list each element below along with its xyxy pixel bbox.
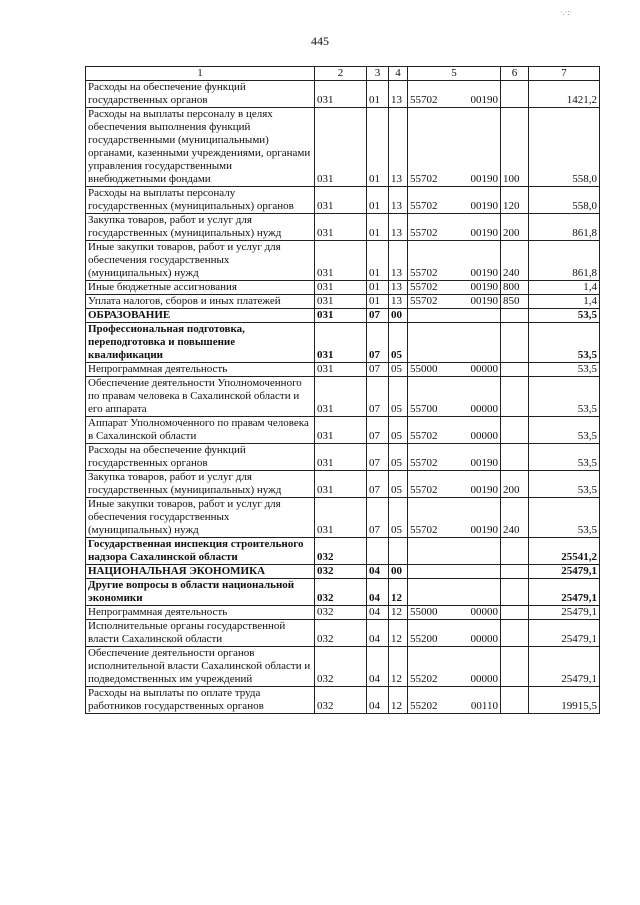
row-vr bbox=[501, 579, 529, 606]
table-row bbox=[86, 363, 600, 377]
table-row bbox=[86, 620, 600, 647]
row-sum: 53,5 bbox=[529, 471, 600, 498]
row-rz: 04 bbox=[367, 620, 389, 647]
row-pr: 13 bbox=[389, 295, 408, 309]
row-csr-code bbox=[410, 700, 498, 713]
row-sum: 25479,1 bbox=[529, 606, 600, 620]
row-sum: 25479,1 bbox=[529, 565, 600, 579]
row-rz: 07 bbox=[367, 363, 389, 377]
row-csr-part1: 55702 bbox=[410, 457, 438, 469]
header-col-3: 3 bbox=[367, 67, 389, 81]
row-ved: 032 bbox=[315, 620, 367, 647]
row-csr-part1: 55702 bbox=[410, 267, 438, 279]
row-csr bbox=[408, 565, 501, 579]
row-pr: 05 bbox=[389, 471, 408, 498]
row-csr bbox=[408, 606, 501, 620]
table-row bbox=[86, 108, 600, 187]
row-csr bbox=[408, 417, 501, 444]
row-name: Иные бюджетные ассигнования bbox=[86, 281, 315, 295]
row-ved: 031 bbox=[315, 81, 367, 108]
row-rz: 01 bbox=[367, 108, 389, 187]
row-name: Расходы на выплаты по оплате труда работников государственных органов bbox=[86, 687, 315, 714]
row-rz: 07 bbox=[367, 498, 389, 538]
row-ved: 031 bbox=[315, 295, 367, 309]
row-sum: 861,8 bbox=[529, 214, 600, 241]
row-csr bbox=[408, 444, 501, 471]
row-vr bbox=[501, 687, 529, 714]
row-sum: 25479,1 bbox=[529, 647, 600, 687]
row-csr-part2: 00190 bbox=[470, 295, 498, 307]
row-sum: 1421,2 bbox=[529, 81, 600, 108]
row-vr: 120 bbox=[501, 187, 529, 214]
table-row bbox=[86, 606, 600, 620]
row-csr bbox=[408, 579, 501, 606]
row-csr-code bbox=[410, 673, 498, 686]
row-name: Аппарат Уполномоченного по правам человека в Сахалинской области bbox=[86, 417, 315, 444]
row-name: Другие вопросы в области национальной экономики bbox=[86, 579, 315, 606]
row-ved: 031 bbox=[315, 309, 367, 323]
row-ved: 031 bbox=[315, 214, 367, 241]
row-csr bbox=[408, 295, 501, 309]
row-csr-part2: 00190 bbox=[470, 267, 498, 279]
row-name: Обеспечение деятельности Уполномоченного по правам человека в Сахалинской области и его аппарата bbox=[86, 377, 315, 417]
row-csr-part2: 00190 bbox=[470, 281, 498, 293]
row-csr bbox=[408, 81, 501, 108]
row-vr bbox=[501, 81, 529, 108]
row-vr bbox=[501, 363, 529, 377]
row-csr bbox=[408, 214, 501, 241]
row-csr bbox=[408, 187, 501, 214]
row-csr-code bbox=[410, 173, 498, 186]
row-rz: 07 bbox=[367, 309, 389, 323]
header-row bbox=[86, 67, 600, 81]
row-name: НАЦИОНАЛЬНАЯ ЭКОНОМИКА bbox=[86, 565, 315, 579]
row-name: Непрограммная деятельность bbox=[86, 606, 315, 620]
row-ved: 031 bbox=[315, 444, 367, 471]
header-col-2: 2 bbox=[315, 67, 367, 81]
row-csr-part2: 00190 bbox=[470, 457, 498, 469]
row-ved: 032 bbox=[315, 565, 367, 579]
row-name: Иные закупки товаров, работ и услуг для обеспечения государственных (муниципальных) нужд bbox=[86, 241, 315, 281]
row-rz: 04 bbox=[367, 687, 389, 714]
row-csr-code bbox=[410, 606, 498, 619]
row-rz: 01 bbox=[367, 241, 389, 281]
row-vr bbox=[501, 620, 529, 647]
row-vr bbox=[501, 323, 529, 363]
row-csr-part2: 00190 bbox=[470, 524, 498, 536]
row-pr: 13 bbox=[389, 214, 408, 241]
row-ved: 031 bbox=[315, 241, 367, 281]
row-vr bbox=[501, 444, 529, 471]
table-row bbox=[86, 444, 600, 471]
row-csr-part1: 55702 bbox=[410, 94, 438, 106]
row-csr-part2: 00190 bbox=[470, 227, 498, 239]
row-name: Расходы на выплаты персоналу государственных (муниципальных) органов bbox=[86, 187, 315, 214]
row-csr-part1: 55702 bbox=[410, 484, 438, 496]
row-vr bbox=[501, 377, 529, 417]
row-csr bbox=[408, 323, 501, 363]
row-vr: 240 bbox=[501, 241, 529, 281]
header-col-4: 4 bbox=[389, 67, 408, 81]
row-sum: 53,5 bbox=[529, 363, 600, 377]
row-csr bbox=[408, 377, 501, 417]
row-sum: 861,8 bbox=[529, 241, 600, 281]
row-sum: 25479,1 bbox=[529, 620, 600, 647]
row-csr bbox=[408, 538, 501, 565]
table-row bbox=[86, 647, 600, 687]
row-ved: 031 bbox=[315, 377, 367, 417]
row-csr-part2: 00190 bbox=[470, 94, 498, 106]
row-csr bbox=[408, 241, 501, 281]
row-csr-code bbox=[410, 633, 498, 646]
row-rz: 01 bbox=[367, 214, 389, 241]
row-rz: 01 bbox=[367, 187, 389, 214]
row-csr-code bbox=[410, 200, 498, 213]
row-pr: 12 bbox=[389, 620, 408, 647]
row-rz: 04 bbox=[367, 606, 389, 620]
row-name: Закупка товаров, работ и услуг для государственных (муниципальных) нужд bbox=[86, 471, 315, 498]
row-vr bbox=[501, 538, 529, 565]
row-name: Непрограммная деятельность bbox=[86, 363, 315, 377]
row-rz bbox=[367, 538, 389, 565]
row-name: Обеспечение деятельности органов исполнительной власти Сахалинской области и подведомственных им учреждений bbox=[86, 647, 315, 687]
row-pr: 05 bbox=[389, 498, 408, 538]
row-pr: 12 bbox=[389, 579, 408, 606]
table-row bbox=[86, 309, 600, 323]
row-name: ОБРАЗОВАНИЕ bbox=[86, 309, 315, 323]
row-sum: 1,4 bbox=[529, 295, 600, 309]
row-csr-part1: 55000 bbox=[410, 363, 438, 375]
header-col-5: 5 bbox=[408, 67, 501, 81]
row-csr-part2: 00110 bbox=[470, 700, 498, 712]
row-csr-part2: 00190 bbox=[470, 173, 498, 185]
row-rz: 01 bbox=[367, 281, 389, 295]
row-ved: 031 bbox=[315, 323, 367, 363]
row-vr bbox=[501, 417, 529, 444]
row-csr-part1: 55702 bbox=[410, 227, 438, 239]
row-csr bbox=[408, 687, 501, 714]
row-pr: 05 bbox=[389, 417, 408, 444]
row-sum: 25479,1 bbox=[529, 579, 600, 606]
table-row bbox=[86, 417, 600, 444]
table-row bbox=[86, 323, 600, 363]
row-ved: 032 bbox=[315, 606, 367, 620]
table-row bbox=[86, 498, 600, 538]
row-rz: 07 bbox=[367, 377, 389, 417]
row-rz: 07 bbox=[367, 444, 389, 471]
row-ved: 031 bbox=[315, 281, 367, 295]
row-pr: 13 bbox=[389, 281, 408, 295]
row-vr bbox=[501, 565, 529, 579]
row-csr bbox=[408, 620, 501, 647]
row-csr bbox=[408, 471, 501, 498]
table-row bbox=[86, 241, 600, 281]
row-pr: 13 bbox=[389, 81, 408, 108]
header-col-6: 6 bbox=[501, 67, 529, 81]
row-pr: 00 bbox=[389, 309, 408, 323]
row-pr: 13 bbox=[389, 241, 408, 281]
header-col-1: 1 bbox=[86, 67, 315, 81]
row-csr bbox=[408, 281, 501, 295]
table-row bbox=[86, 565, 600, 579]
row-sum: 1,4 bbox=[529, 281, 600, 295]
row-csr-code bbox=[410, 457, 498, 470]
row-csr bbox=[408, 108, 501, 187]
row-csr-code bbox=[410, 524, 498, 537]
row-csr-part1: 55700 bbox=[410, 403, 438, 415]
row-csr bbox=[408, 647, 501, 687]
row-pr: 05 bbox=[389, 377, 408, 417]
row-pr: 05 bbox=[389, 363, 408, 377]
row-vr bbox=[501, 647, 529, 687]
table-row bbox=[86, 687, 600, 714]
row-pr: 12 bbox=[389, 647, 408, 687]
row-sum: 25541,2 bbox=[529, 538, 600, 565]
row-rz: 04 bbox=[367, 647, 389, 687]
row-ved: 031 bbox=[315, 108, 367, 187]
row-rz: 07 bbox=[367, 323, 389, 363]
row-pr: 00 bbox=[389, 565, 408, 579]
row-sum: 53,5 bbox=[529, 323, 600, 363]
row-vr: 800 bbox=[501, 281, 529, 295]
row-ved: 031 bbox=[315, 498, 367, 538]
row-pr: 05 bbox=[389, 444, 408, 471]
row-sum: 558,0 bbox=[529, 187, 600, 214]
row-csr-code bbox=[410, 484, 498, 497]
row-csr-part1: 55200 bbox=[410, 633, 438, 645]
row-csr bbox=[408, 363, 501, 377]
table-row bbox=[86, 377, 600, 417]
row-vr: 200 bbox=[501, 214, 529, 241]
row-name: Уплата налогов, сборов и иных платежей bbox=[86, 295, 315, 309]
row-pr: 13 bbox=[389, 187, 408, 214]
row-ved: 031 bbox=[315, 471, 367, 498]
table-row bbox=[86, 187, 600, 214]
row-csr-code bbox=[410, 430, 498, 443]
row-csr-code bbox=[410, 403, 498, 416]
row-vr bbox=[501, 606, 529, 620]
row-name: Исполнительные органы государственной власти Сахалинской области bbox=[86, 620, 315, 647]
table-row bbox=[86, 579, 600, 606]
row-ved: 031 bbox=[315, 417, 367, 444]
row-pr bbox=[389, 538, 408, 565]
row-csr-code bbox=[410, 267, 498, 280]
row-csr-part2: 00190 bbox=[470, 200, 498, 212]
table-row bbox=[86, 81, 600, 108]
row-pr: 12 bbox=[389, 606, 408, 620]
row-csr-code bbox=[410, 281, 498, 294]
row-csr-part1: 55702 bbox=[410, 295, 438, 307]
row-name: Иные закупки товаров, работ и услуг для обеспечения государственных (муниципальных) нужд bbox=[86, 498, 315, 538]
table-row bbox=[86, 538, 600, 565]
row-csr-part1: 55202 bbox=[410, 700, 438, 712]
row-csr-part2: 00000 bbox=[470, 363, 498, 375]
table-row bbox=[86, 471, 600, 498]
row-name: Профессиональная подготовка, переподготовка и повышение квалификации bbox=[86, 323, 315, 363]
scan-speck: ·.·:· bbox=[560, 8, 573, 17]
row-rz: 01 bbox=[367, 81, 389, 108]
row-csr-part1: 55202 bbox=[410, 673, 438, 685]
row-rz: 07 bbox=[367, 417, 389, 444]
row-csr-part1: 55702 bbox=[410, 281, 438, 293]
row-pr: 13 bbox=[389, 108, 408, 187]
row-sum: 53,5 bbox=[529, 377, 600, 417]
row-ved: 032 bbox=[315, 579, 367, 606]
row-csr bbox=[408, 309, 501, 323]
row-csr-code bbox=[410, 94, 498, 107]
row-ved: 032 bbox=[315, 538, 367, 565]
row-csr bbox=[408, 498, 501, 538]
row-rz: 07 bbox=[367, 471, 389, 498]
row-vr: 240 bbox=[501, 498, 529, 538]
row-csr-code bbox=[410, 227, 498, 240]
row-name: Государственная инспекция строительного надзора Сахалинской области bbox=[86, 538, 315, 565]
table-row bbox=[86, 295, 600, 309]
table-body bbox=[86, 81, 600, 714]
row-sum: 53,5 bbox=[529, 444, 600, 471]
row-sum: 558,0 bbox=[529, 108, 600, 187]
budget-table bbox=[85, 66, 600, 714]
row-csr-part2: 00000 bbox=[470, 606, 498, 618]
row-vr: 200 bbox=[501, 471, 529, 498]
row-vr bbox=[501, 309, 529, 323]
row-sum: 53,5 bbox=[529, 309, 600, 323]
header-col-7: 7 bbox=[529, 67, 600, 81]
row-csr-part2: 00000 bbox=[470, 403, 498, 415]
row-name: Расходы на обеспечение функций государственных органов bbox=[86, 444, 315, 471]
row-csr-part2: 00000 bbox=[470, 673, 498, 685]
page-number: 445 bbox=[311, 34, 329, 48]
row-csr-part2: 00190 bbox=[470, 484, 498, 496]
row-rz: 04 bbox=[367, 565, 389, 579]
row-sum: 53,5 bbox=[529, 417, 600, 444]
row-sum: 53,5 bbox=[529, 498, 600, 538]
row-name: Закупка товаров, работ и услуг для государственных (муниципальных) нужд bbox=[86, 214, 315, 241]
row-csr-part2: 00000 bbox=[470, 430, 498, 442]
row-csr-code bbox=[410, 295, 498, 308]
row-name: Расходы на выплаты персоналу в целях обеспечения выполнения функций государственными (муниципальными) органами, казенными учреждениями, органами управления государственными внебюджетными фондами bbox=[86, 108, 315, 187]
row-csr-part1: 55000 bbox=[410, 606, 438, 618]
row-csr-part1: 55702 bbox=[410, 524, 438, 536]
row-ved: 032 bbox=[315, 647, 367, 687]
row-vr: 850 bbox=[501, 295, 529, 309]
row-csr-part2: 00000 bbox=[470, 633, 498, 645]
row-pr: 05 bbox=[389, 323, 408, 363]
row-csr-part1: 55702 bbox=[410, 430, 438, 442]
row-ved: 031 bbox=[315, 187, 367, 214]
table-row bbox=[86, 214, 600, 241]
row-vr: 100 bbox=[501, 108, 529, 187]
row-csr-part1: 55702 bbox=[410, 173, 438, 185]
row-pr: 12 bbox=[389, 687, 408, 714]
row-csr-part1: 55702 bbox=[410, 200, 438, 212]
row-sum: 19915,5 bbox=[529, 687, 600, 714]
row-name: Расходы на обеспечение функций государственных органов bbox=[86, 81, 315, 108]
row-ved: 032 bbox=[315, 687, 367, 714]
row-csr-code bbox=[410, 363, 498, 376]
row-rz: 01 bbox=[367, 295, 389, 309]
table-row bbox=[86, 281, 600, 295]
row-ved: 031 bbox=[315, 363, 367, 377]
row-rz: 04 bbox=[367, 579, 389, 606]
